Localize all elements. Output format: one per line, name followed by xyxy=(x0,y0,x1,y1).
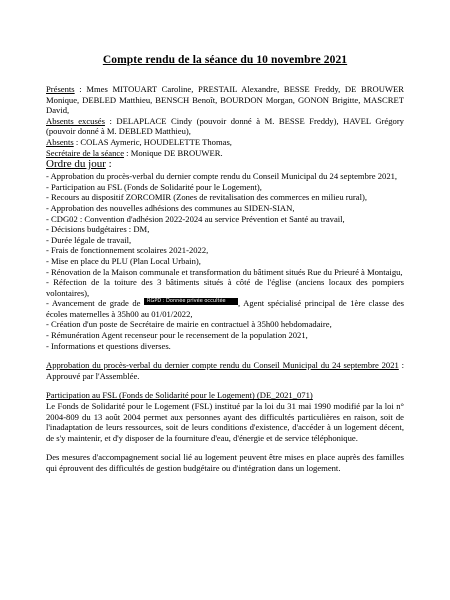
spacer xyxy=(46,443,404,452)
approbation-paragraph xyxy=(46,360,404,381)
agenda-list xyxy=(46,171,404,351)
spacer xyxy=(46,351,404,360)
agenda-item: - Approbation du procès-verbal du dernier compte rendu du Conseil Municipal du 24 septembre 2021, xyxy=(46,171,398,182)
ordre-du-jour-title-suffix: : xyxy=(105,158,112,171)
agenda-item-avancement xyxy=(46,298,404,319)
fsl-paragraph-2: Des mesures d'accompagnement social lié au logement peuvent être mises en place auprès des familles qui éprouvent des difficultés de gestion budgétaire ou d'intégration dans un logement. xyxy=(46,452,404,473)
fsl-paragraph-1: Le Fonds de Solidarité pour le Logement (FSL) institué par la loi du 31 mai 1990 modifié par la loi n° 2004-809 du 13 août 2004 permet aux personnes ayant des difficultés particulières en raison, soit de l'inadaptation de leurs ressources, soit de leurs conditions d'existence, d'accéder à un logement décent, de s'y maintenir, et d'y disposer de la fourniture d'eau, d'énergie et de service téléphonique. xyxy=(46,401,404,443)
agenda-item: - Participation au FSL (Fonds de Solidarité pour le Logement), xyxy=(46,181,262,192)
absents-label: Absents xyxy=(46,136,74,147)
agenda-item: - CDG02 : Convention d'adhésion 2022-2024 au service Prévention et Santé au travail, xyxy=(46,213,345,224)
agenda-item: - Rénovation de la Maison communale et transformation du bâtiment situés Rue du Prieuré à Montaigu, xyxy=(46,266,403,277)
agenda-item: - Rémunération Agent recenseur pour le recensement de la population 2021, xyxy=(46,330,308,341)
agenda-item: - Création d'un poste de Secrétaire de mairie en contractuel à 35h00 hebdomadaire, xyxy=(46,319,332,330)
agenda-item: - Informations et questions diverses. xyxy=(46,340,171,351)
avancement-suffix: , Agent spécialisé principal de 1ère classe des écoles maternelles à 35h00 au 01/01/2022, xyxy=(46,298,404,319)
presents-text: : Mmes MITOUART Caroline, PRESTAIL Alexandre, BESSE Freddy, DE BROUWER Monique, DEBLED Matthieu, BENSCH Benoît, BOURDON Morgan, GONON Brigitte, MASCRET David, xyxy=(46,84,404,116)
agenda-item: - Frais de fonctionnement scolaires 2021-2022, xyxy=(46,245,209,256)
secretaire-text: : Monique DE BROUWER. xyxy=(124,147,223,158)
agenda-item: - Décisions budgétaires : DM, xyxy=(46,224,150,235)
agenda-item: - Approbation des nouvelles adhésions des communes au SIDEN-SIAN, xyxy=(46,202,295,213)
spacer xyxy=(46,381,404,390)
document-title: Compte rendu de la séance du 10 novembre 2021 xyxy=(102,54,348,66)
redaction-block: RGPD : Donnée privée occultée xyxy=(144,298,238,305)
avancement-prefix: - Avancement de grade de xyxy=(46,298,144,309)
agenda-item: - Durée légale de travail, xyxy=(46,234,132,245)
secretaire-paragraph xyxy=(46,148,404,159)
excuses-label: Absents excusés xyxy=(46,115,105,126)
presents-label: Présents xyxy=(46,84,75,94)
secretaire-label: Secrétaire de la séance xyxy=(46,147,125,158)
presents-paragraph xyxy=(46,84,404,116)
excuses-paragraph xyxy=(46,116,404,137)
approbation-heading: Approbation du procès-verbal du dernier compte rendu du Conseil Municipal du 24 septembre 2021 xyxy=(46,360,399,371)
agenda-item: - Réfection de la toiture des 3 bâtiments situés à côté de l'église (anciens locaux des pompiers volontaires), xyxy=(46,277,404,298)
excuses-text: : DELAPLACE Cindy (pouvoir donné à M. BESSE Freddy), HAVEL Grégory (pouvoir donné à M. DEBLED Matthieu), xyxy=(46,115,404,137)
approbation-text: : Approuvé par l'Assemblée. xyxy=(46,360,404,381)
absents-paragraph xyxy=(46,137,404,148)
fsl-heading: Participation au FSL (Fonds de Solidarité pour le Logement) (DE_2021_071) xyxy=(46,390,313,401)
agenda-item: - Recours au dispositif ZORCOMIR (Zones de revitalisation des commerces en milieu rural), xyxy=(46,192,367,203)
absents-text: : COLAS Aymeric, HOUDELETTE Thomas, xyxy=(73,136,232,147)
agenda-item: - Mise en place du PLU (Plan Local Urbain), xyxy=(46,255,201,266)
ordre-du-jour-title: Ordre du jour xyxy=(46,158,106,171)
ordre-du-jour-heading xyxy=(46,158,404,171)
document-body xyxy=(46,84,404,474)
